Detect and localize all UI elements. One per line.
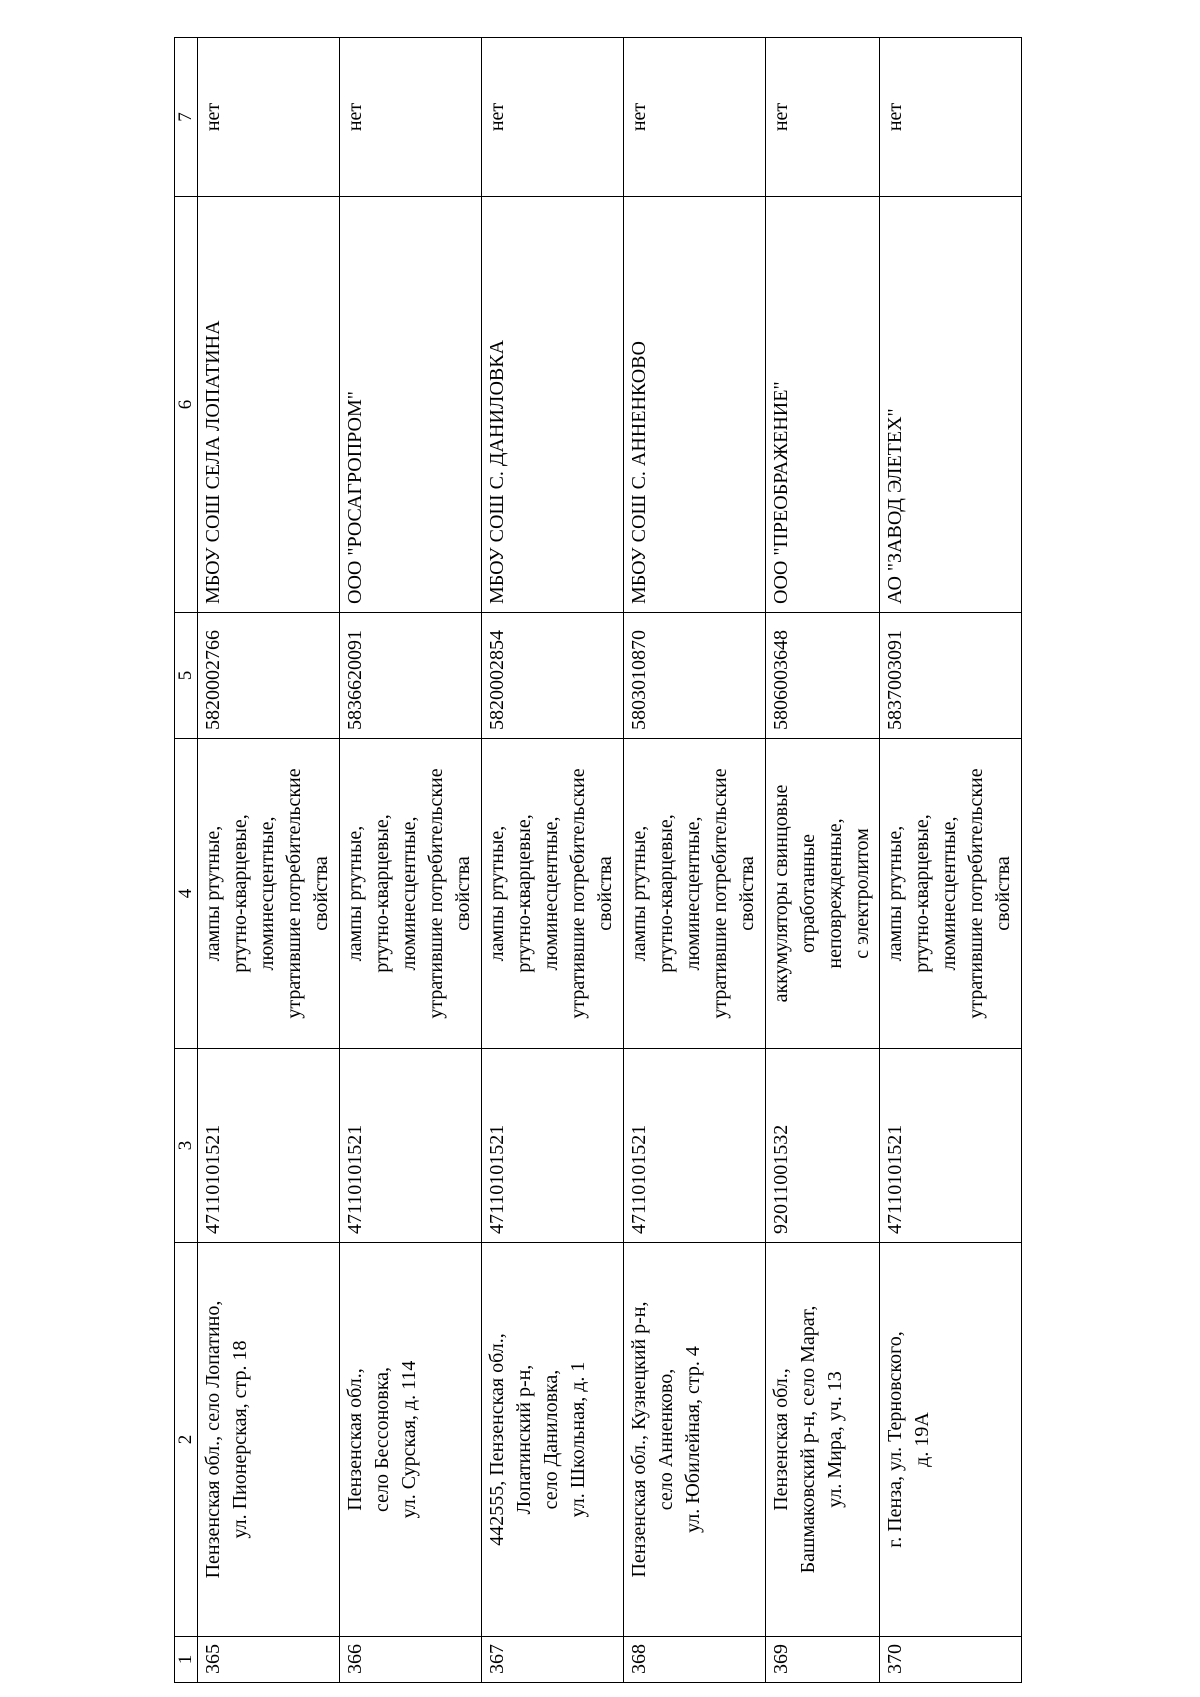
address-cell — [481, 1243, 623, 1637]
row-number-cell: 366 — [340, 1637, 482, 1683]
waste-name-cell — [481, 739, 623, 1049]
column-7-cell: нет — [340, 38, 482, 197]
column-7-cell: нет — [198, 38, 340, 197]
header-cell-5: 5 — [175, 613, 198, 739]
inn-cell: 5820002766 — [198, 613, 340, 739]
waste-name-line: ртутно-кварцевые, — [911, 814, 934, 973]
address-line: г. Пенза, ул. Терновского, — [884, 1331, 907, 1548]
waste-name-line: утратившие потребительские — [566, 768, 589, 1019]
table-row — [765, 38, 879, 1683]
waste-name-line: лампы ртутные, — [485, 825, 508, 962]
address-line: ул. Мира, уч. 13 — [823, 1371, 846, 1508]
rotated-table-frame — [174, 38, 1022, 1683]
waste-name-line: свойства — [735, 856, 758, 931]
address-line: Башмаковский р-н, село Марат, — [796, 1305, 819, 1574]
address-line: ул. Сурская, д. 114 — [398, 1360, 421, 1519]
organization-cell: МБОУ СОШ С. АННЕНКОВО — [623, 197, 765, 613]
address-cell — [765, 1243, 879, 1637]
address-line: д. 19А — [911, 1412, 934, 1467]
waste-name-line: утратившие потребительские — [965, 768, 988, 1019]
waste-name-line: ртутно-кварцевые, — [654, 814, 677, 973]
address-cell — [340, 1243, 482, 1637]
waste-name-line: утратившие потребительские — [708, 768, 731, 1019]
waste-name-line: лампы ртутные, — [627, 825, 650, 962]
waste-name-line: свойства — [593, 856, 616, 931]
inn-cell: 5820002854 — [481, 613, 623, 739]
waste-name-line: ртутно-кварцевые, — [229, 814, 252, 973]
address-line: село Бессоновка, — [371, 1366, 394, 1513]
waste-name-line: утратившие потребительские — [425, 768, 448, 1019]
header-cell-1: 1 — [175, 1637, 198, 1683]
table-row — [198, 38, 340, 1683]
header-row — [175, 38, 198, 1683]
column-7-cell: нет — [880, 38, 1022, 197]
address-line: Пензенская обл., — [769, 1368, 792, 1511]
waste-name-line: лампы ртутные, — [202, 825, 225, 962]
waste-name-line: ртутно-кварцевые, — [512, 814, 535, 973]
address-cell — [198, 1243, 340, 1637]
waste-name-line: лампы ртутные, — [884, 825, 907, 962]
address-cell — [623, 1243, 765, 1637]
header-cell-6: 6 — [175, 197, 198, 613]
waste-name-line: люминесцентные, — [938, 816, 961, 971]
waste-code-cell: 47110101521 — [481, 1049, 623, 1243]
address-line: 442555, Пензенская обл., — [485, 1333, 508, 1546]
column-7-cell: нет — [481, 38, 623, 197]
address-line: Лопатинский р-н, — [512, 1364, 535, 1515]
table-row — [340, 38, 482, 1683]
waste-name-cell — [340, 739, 482, 1049]
organization-cell: АО "ЗАВОД ЭЛЕТЕХ" — [880, 197, 1022, 613]
header-cell-7: 7 — [175, 38, 198, 197]
waste-name-line: ртутно-кварцевые, — [371, 814, 394, 973]
column-7-cell: нет — [623, 38, 765, 197]
header-cell-3: 3 — [175, 1049, 198, 1243]
waste-code-cell: 92011001532 — [765, 1049, 879, 1243]
waste-name-line: люминесцентные, — [539, 816, 562, 971]
organization-cell: МБОУ СОШ С. ДАНИЛОВКА — [481, 197, 623, 613]
waste-name-cell — [198, 739, 340, 1049]
inn-cell: 5836620091 — [340, 613, 482, 739]
waste-name-cell — [623, 739, 765, 1049]
organization-cell: ООО "РОСАГРОПРОМ" — [340, 197, 482, 613]
waste-name-line: лампы ртутные, — [344, 825, 367, 962]
address-line: ул. Юбилейная, стр. 4 — [681, 1346, 704, 1533]
header-cell-4: 4 — [175, 739, 198, 1049]
waste-name-line: с электролитом — [850, 828, 873, 959]
waste-name-line: неповрежденные, — [823, 818, 846, 969]
row-number-cell: 368 — [623, 1637, 765, 1683]
address-line: ул. Пионерская, стр. 18 — [229, 1340, 252, 1539]
address-line: Пензенская обл., Кузнецкий р-н, — [627, 1301, 650, 1578]
table-row — [481, 38, 623, 1683]
waste-name-cell — [765, 739, 879, 1049]
address-cell — [880, 1243, 1022, 1637]
waste-name-line: люминесцентные, — [398, 816, 421, 971]
waste-code-cell: 47110101521 — [623, 1049, 765, 1243]
address-line: Пензенская обл., — [344, 1368, 367, 1511]
row-number-cell: 365 — [198, 1637, 340, 1683]
waste-name-line: утратившие потребительские — [283, 768, 306, 1019]
waste-registry-table — [174, 37, 1022, 1683]
address-line: село Даниловка, — [539, 1369, 562, 1510]
header-cell-2: 2 — [175, 1243, 198, 1637]
address-line: Пензенская обл., село Лопатино, — [202, 1300, 225, 1579]
column-7-cell: нет — [765, 38, 879, 197]
waste-name-line: свойства — [310, 856, 333, 931]
row-number-cell: 369 — [765, 1637, 879, 1683]
row-number-cell: 370 — [880, 1637, 1022, 1683]
waste-name-line: свойства — [452, 856, 475, 931]
waste-name-cell — [880, 739, 1022, 1049]
waste-name-line: свойства — [992, 856, 1015, 931]
inn-cell: 5803010870 — [623, 613, 765, 739]
organization-cell: МБОУ СОШ СЕЛА ЛОПАТИНА — [198, 197, 340, 613]
waste-code-cell: 47110101521 — [880, 1049, 1022, 1243]
table-row — [623, 38, 765, 1683]
inn-cell: 5806003648 — [765, 613, 879, 739]
waste-name-line: отработанные — [796, 833, 819, 954]
inn-cell: 5837003091 — [880, 613, 1022, 739]
waste-code-cell: 47110101521 — [340, 1049, 482, 1243]
address-line: ул. Школьная, д. 1 — [566, 1361, 589, 1518]
waste-name-line: люминесцентные, — [256, 816, 279, 971]
table-row — [880, 38, 1022, 1683]
row-number-cell: 367 — [481, 1637, 623, 1683]
organization-cell: ООО "ПРЕОБРАЖЕНИЕ" — [765, 197, 879, 613]
waste-name-line: люминесцентные, — [681, 816, 704, 971]
address-line: село Анненково, — [654, 1368, 677, 1511]
waste-name-line: аккумуляторы свинцовые — [769, 784, 792, 1003]
waste-code-cell: 47110101521 — [198, 1049, 340, 1243]
